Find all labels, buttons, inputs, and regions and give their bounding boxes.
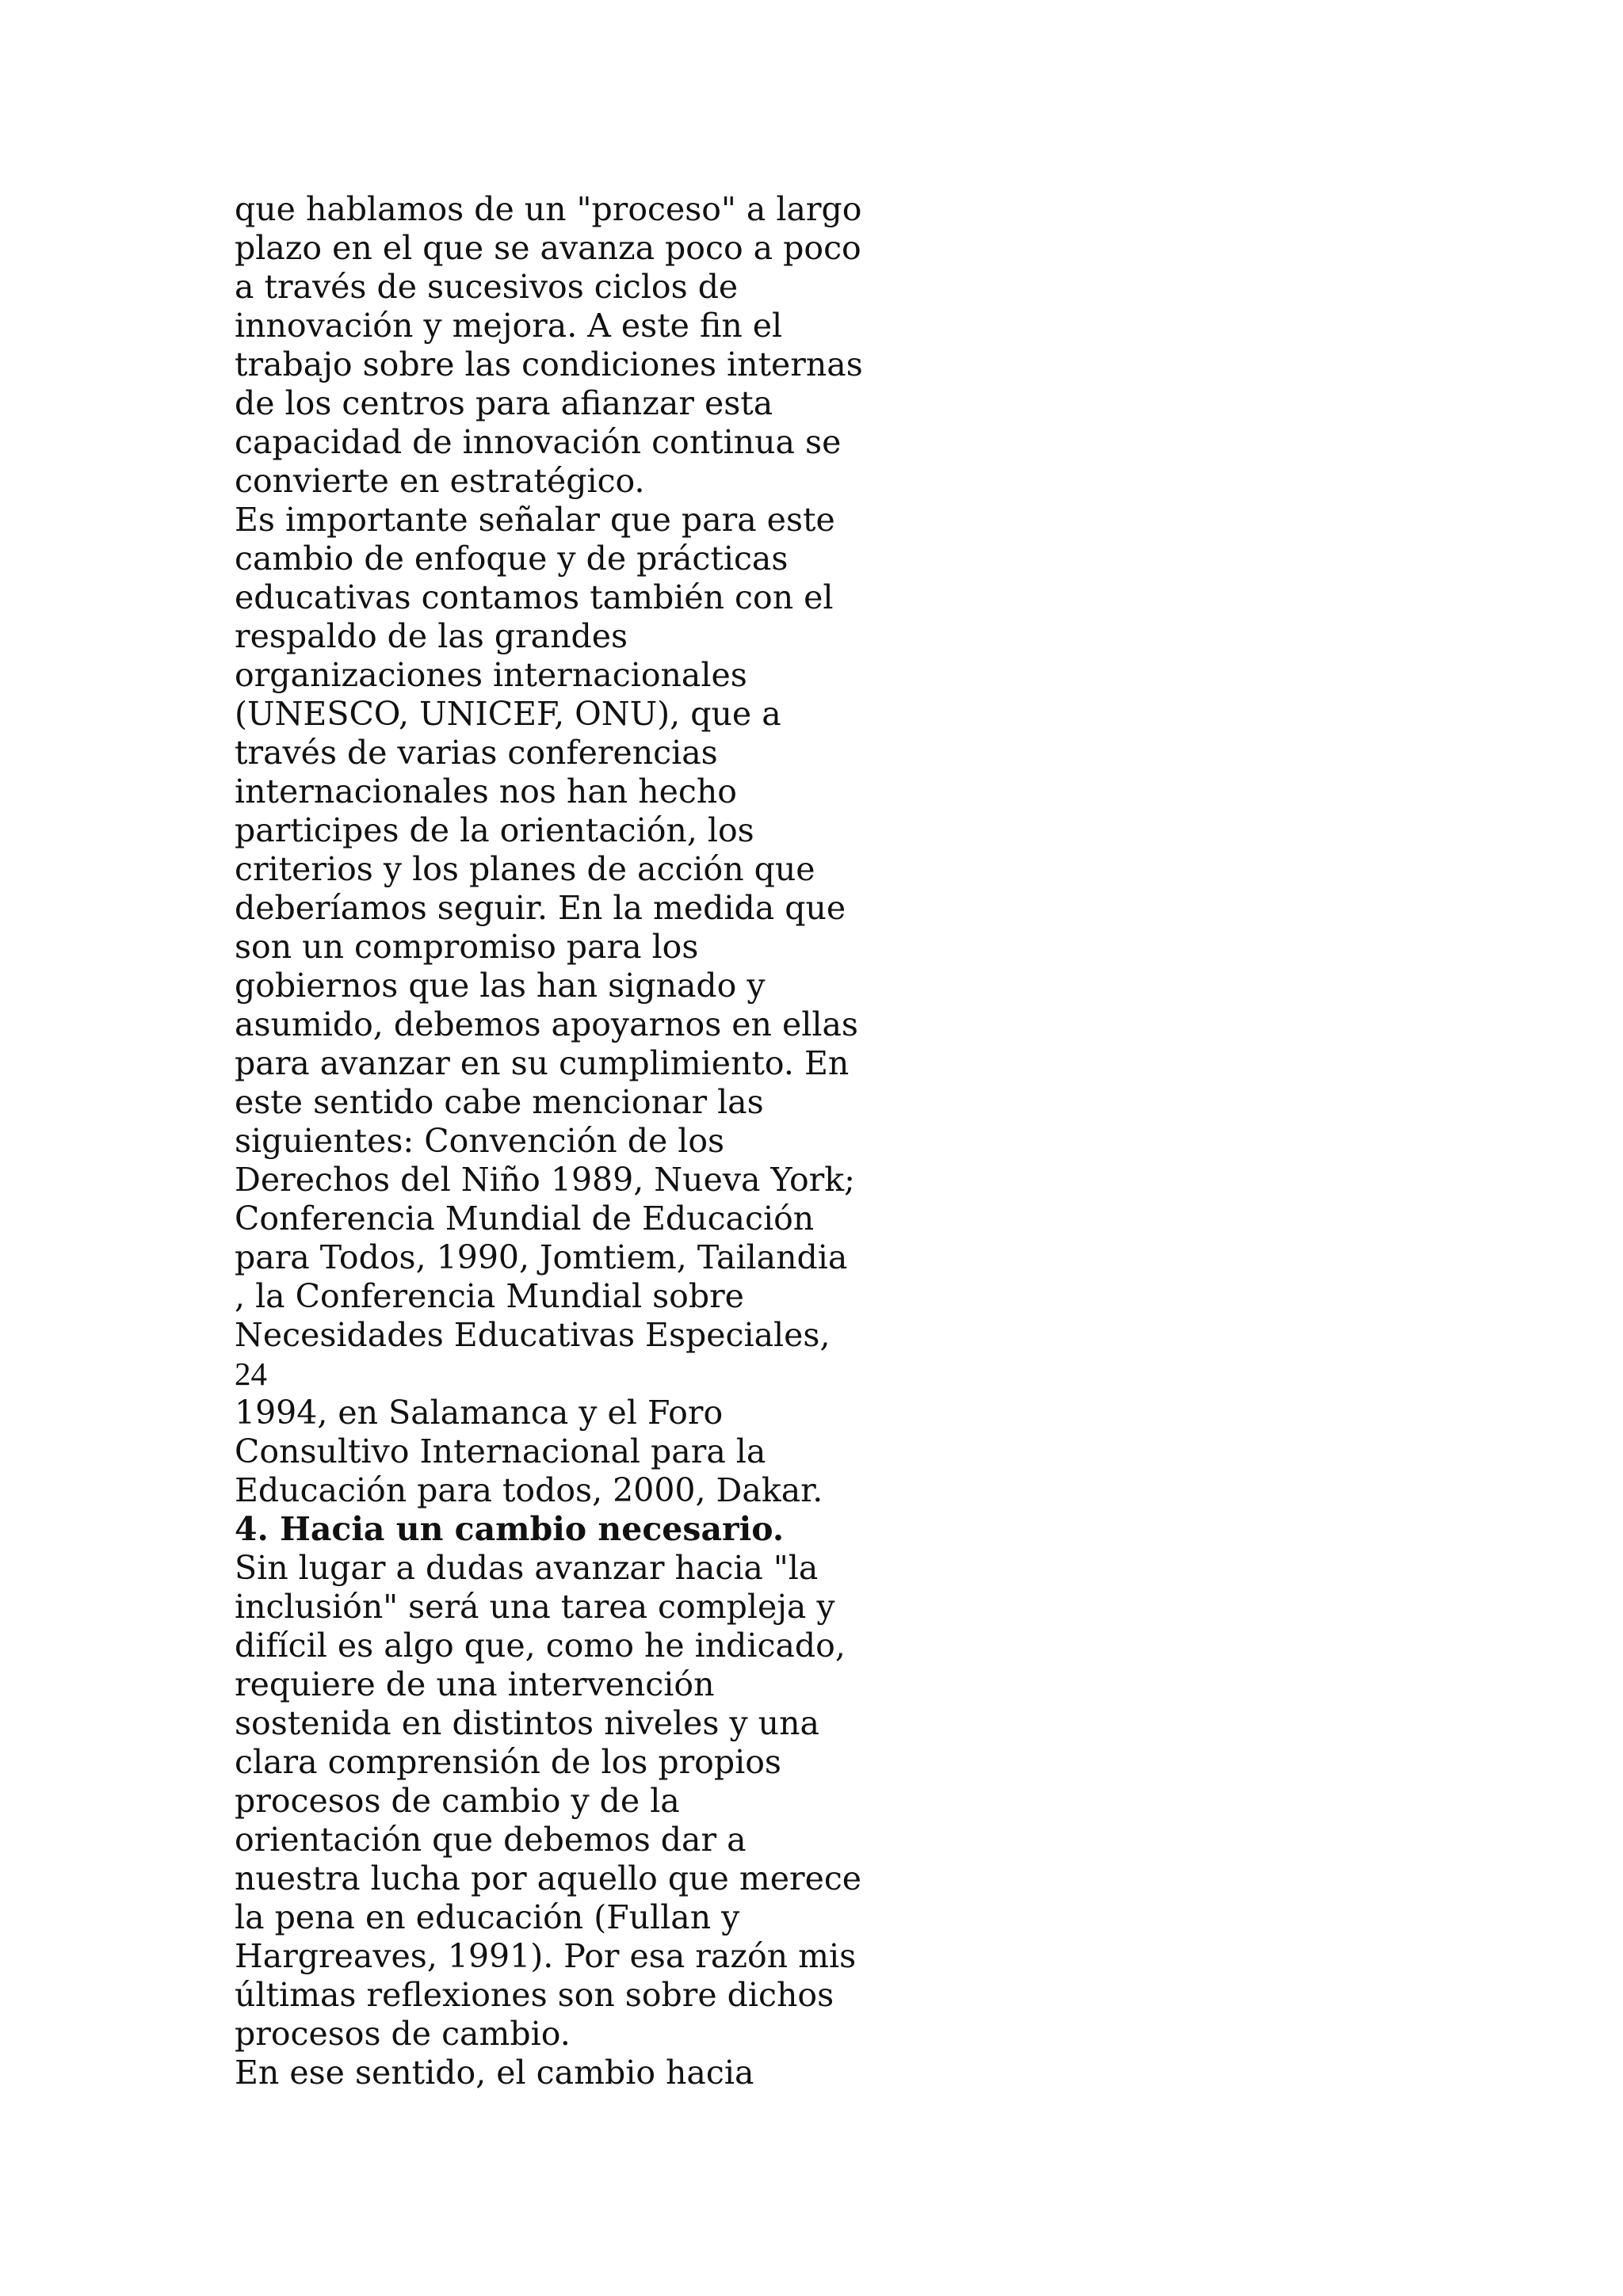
text-line: Necesidades Educativas Especiales, xyxy=(235,1316,831,1354)
text-line: educativas contamos también con el xyxy=(235,578,834,616)
text-line: En ese sentido, el cambio hacia xyxy=(235,2054,754,2092)
text-line: este sentido cabe mencionar las xyxy=(235,1083,764,1121)
text-line: deberíamos seguir. En la medida que xyxy=(235,889,846,927)
text-line: organizaciones internacionales xyxy=(235,656,747,694)
text-line: sostenida en distintos niveles y una xyxy=(235,1704,819,1742)
text-line: asumido, debemos apoyarnos en ellas xyxy=(235,1005,858,1043)
text-line: respaldo de las grandes xyxy=(235,617,628,655)
paragraph-4 xyxy=(235,2054,948,2092)
paragraph-1 xyxy=(235,190,948,501)
text-line: innovación y mejora. A este fin el xyxy=(235,307,783,345)
text-line: Consultivo Internacional para la xyxy=(235,1432,766,1470)
text-line: Conferencia Mundial de Educación xyxy=(235,1199,815,1238)
page-number: 24 xyxy=(235,1356,267,1392)
text-line: para Todos, 1990, Jomtiem, Tailandia xyxy=(235,1238,848,1276)
section-heading: 4. Hacia un cambio necesario. xyxy=(235,1510,785,1548)
text-line: Es importante señalar que para este xyxy=(235,501,835,539)
text-line: , la Conferencia Mundial sobre xyxy=(235,1277,744,1315)
text-line: de los centros para afianzar esta xyxy=(235,384,773,422)
text-line: la pena en educación (Fullan y xyxy=(235,1898,740,1936)
text-line: clara comprensión de los propios xyxy=(235,1743,781,1781)
text-line: Educación para todos, 2000, Dakar. xyxy=(235,1471,823,1509)
paragraph-2 xyxy=(235,501,948,1355)
text-line: inclusión" será una tarea compleja y xyxy=(235,1588,835,1626)
text-line: últimas reflexiones son sobre dichos xyxy=(235,1976,834,2014)
text-line: procesos de cambio. xyxy=(235,2015,571,2053)
text-line: Derechos del Niño 1989, Nueva York; xyxy=(235,1161,855,1199)
text-line: requiere de una intervención xyxy=(235,1665,715,1703)
text-line: plazo en el que se avanza poco a poco xyxy=(235,229,861,267)
text-line: son un compromiso para los xyxy=(235,928,699,966)
text-column xyxy=(235,190,948,2092)
paragraph-2-continued xyxy=(235,1394,948,1510)
text-line: internacionales nos han hecho xyxy=(235,772,737,810)
text-line: procesos de cambio y de la xyxy=(235,1782,680,1820)
text-line: que hablamos de un "proceso" a largo xyxy=(235,190,862,228)
text-line: trabajo sobre las condiciones internas xyxy=(235,345,863,383)
text-line: Hargreaves, 1991). Por esa razón mis xyxy=(235,1937,857,1975)
text-line: nuestra lucha por aquello que merece xyxy=(235,1859,862,1897)
text-line: participes de la orientación, los xyxy=(235,811,754,849)
text-line: capacidad de innovación continua se xyxy=(235,423,842,461)
text-line: siguientes: Convención de los xyxy=(235,1122,725,1160)
text-line: través de varias conferencias xyxy=(235,734,718,772)
text-line: gobiernos que las han signado y xyxy=(235,967,766,1005)
text-line: (UNESCO, UNICEF, ONU), que a xyxy=(235,695,781,733)
paragraph-3 xyxy=(235,1549,948,2054)
text-line: a través de sucesivos ciclos de xyxy=(235,268,739,306)
text-line: Sin lugar a dudas avanzar hacia "la xyxy=(235,1549,819,1587)
text-line: difícil es algo que, como he indicado, xyxy=(235,1627,846,1665)
text-line: para avanzar en su cumplimiento. En xyxy=(235,1044,850,1082)
text-line: cambio de enfoque y de prácticas xyxy=(235,540,789,578)
text-line: 1994, en Salamanca y el Foro xyxy=(235,1394,724,1432)
text-line: convierte en estratégico. xyxy=(235,462,645,500)
text-line: criterios y los planes de acción que xyxy=(235,850,815,888)
text-line: orientación que debemos dar a xyxy=(235,1821,747,1859)
